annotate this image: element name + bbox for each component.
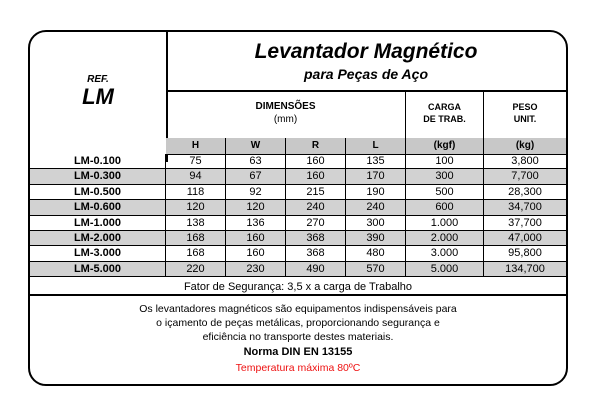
header-peso — [484, 90, 566, 138]
cell-carga: 600 — [406, 200, 484, 215]
cell-w: 230 — [226, 262, 286, 277]
cell-h: 118 — [166, 185, 226, 200]
cell-r: 160 — [286, 169, 346, 184]
header-dimensoes-label: DIMENSÕES — [255, 101, 316, 112]
table-row — [30, 169, 566, 184]
cell-w: 136 — [226, 216, 286, 231]
table-row — [30, 154, 566, 169]
table-row — [30, 231, 566, 246]
cell-peso: 37,700 — [508, 216, 542, 229]
cell-carga: 2.000 — [406, 231, 484, 246]
cell-peso: 134,700 — [505, 262, 545, 275]
cell-h: 75 — [166, 154, 226, 169]
ref-label: REF. — [87, 74, 109, 85]
cell-carga: 500 — [406, 185, 484, 200]
header-dimensoes — [166, 90, 406, 138]
cell-ref: LM-0.600 — [30, 200, 166, 215]
header-carga-line1: CARGA — [428, 102, 461, 112]
cell-ref: LM-3.000 — [30, 246, 166, 261]
cell-ref: LM-2.000 — [30, 231, 166, 246]
table-row — [30, 216, 566, 231]
cell-h: 168 — [166, 246, 226, 261]
units-row — [166, 138, 566, 155]
header-carga — [406, 90, 484, 138]
header-dimensoes-unit: (mm) — [273, 114, 298, 125]
cell-r: 368 — [286, 231, 346, 246]
cell-l: 300 — [346, 216, 406, 231]
table-row — [30, 185, 566, 200]
cell-peso: 28,300 — [508, 185, 542, 198]
ref-cell — [30, 32, 168, 162]
description-line: o içamento de peças metálicas, proporcionando segurança e — [156, 317, 440, 329]
cell-peso: 47,000 — [508, 231, 542, 244]
cell-w: 160 — [226, 246, 286, 261]
cell-l: 190 — [346, 185, 406, 200]
cell-h: 120 — [166, 200, 226, 215]
unit-l: L — [346, 138, 406, 154]
spec-table-body — [30, 154, 566, 277]
description-line: Os levantadores magnéticos são equipamentos indispensáveis para — [139, 303, 457, 315]
cell-h: 138 — [166, 216, 226, 231]
unit-h: H — [166, 138, 226, 154]
cell-r: 215 — [286, 185, 346, 200]
cell-l: 135 — [346, 154, 406, 169]
cell-h: 168 — [166, 231, 226, 246]
cell-w: 63 — [226, 154, 286, 169]
cell-peso: 3,800 — [511, 155, 539, 167]
cell-r: 368 — [286, 246, 346, 261]
cell-l: 240 — [346, 200, 406, 215]
cell-r: 160 — [286, 154, 346, 169]
product-description — [40, 302, 556, 344]
norma-label: Norma DIN EN 13155 — [243, 346, 353, 358]
table-row — [30, 200, 566, 215]
title-area — [166, 32, 566, 92]
ref-code: LM — [82, 84, 114, 109]
cell-l: 170 — [346, 169, 406, 184]
header-carga-line2: DE TRAB. — [423, 114, 466, 124]
cell-r: 240 — [286, 200, 346, 215]
cell-w: 67 — [226, 169, 286, 184]
cell-carga: 1.000 — [406, 216, 484, 231]
unit-r: R — [286, 138, 346, 154]
unit-peso: (kg) — [515, 140, 535, 151]
page-subtitle: para Peças de Aço — [304, 66, 428, 82]
product-spec-card — [28, 30, 568, 386]
header-peso-line1: PESO — [512, 102, 538, 112]
page-title: Levantador Magnético — [254, 40, 478, 63]
table-row — [30, 246, 566, 261]
description-line: eficiência no transporte destes materiais. — [202, 331, 394, 343]
cell-l: 570 — [346, 262, 406, 277]
cell-peso: 7,700 — [511, 170, 539, 183]
cell-l: 480 — [346, 246, 406, 261]
unit-w: W — [226, 138, 286, 154]
cell-carga: 5.000 — [406, 262, 484, 277]
cell-ref: LM-0.500 — [30, 185, 166, 200]
cell-l: 390 — [346, 231, 406, 246]
cell-r: 490 — [286, 262, 346, 277]
cell-ref: LM-1.000 — [30, 216, 166, 231]
cell-w: 160 — [226, 231, 286, 246]
safety-factor-note: Fator de Segurança: 3,5 x a carga de Trabalho — [30, 278, 566, 296]
cell-ref: LM-0.100 — [30, 154, 166, 169]
cell-carga: 3.000 — [406, 246, 484, 261]
cell-h: 220 — [166, 262, 226, 277]
cell-carga: 300 — [406, 169, 484, 184]
header-peso-line2: UNIT. — [513, 114, 537, 124]
max-temperature-label: Temperatura máxima 80ºC — [235, 362, 361, 374]
cell-w: 92 — [226, 185, 286, 200]
unit-carga: (kgf) — [406, 138, 484, 154]
cell-peso: 34,700 — [508, 201, 542, 214]
table-row — [30, 262, 566, 277]
cell-ref: LM-5.000 — [30, 262, 166, 277]
cell-r: 270 — [286, 216, 346, 231]
cell-ref: LM-0.300 — [30, 169, 166, 184]
column-header-row — [166, 90, 566, 140]
cell-peso: 95,800 — [508, 247, 542, 260]
cell-w: 120 — [226, 200, 286, 215]
cell-h: 94 — [166, 169, 226, 184]
cell-carga: 100 — [406, 154, 484, 169]
